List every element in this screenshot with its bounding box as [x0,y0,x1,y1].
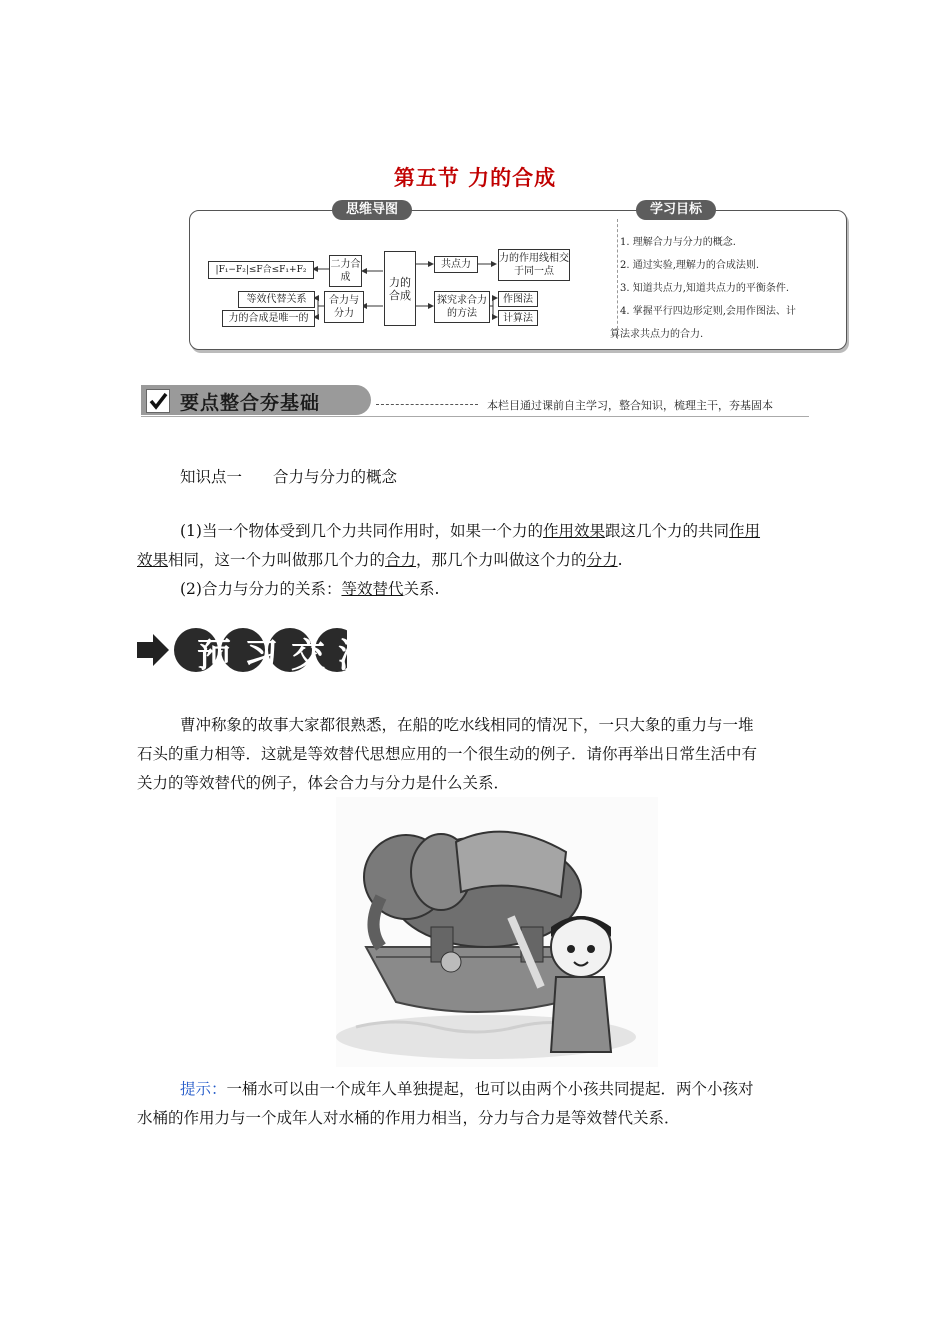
mindmap-two-force: 二力合成 [329,255,362,287]
text: (1)当一个物体受到几个力共同作用时，如果一个力的 [180,522,543,540]
goal-item: 2. 通过实验,理解力的合成法则. [620,260,760,271]
mindmap-range-formula: |F₁−F₂|≤F合≤F₁+F₂ [208,261,314,279]
checkmark-icon [146,389,170,413]
hint-label: 提示： [180,1080,227,1098]
goal-item: 3. 知道共点力,知道共点力的平衡条件. [620,283,790,294]
mindmap-tab: 思维导图 [332,200,412,220]
blank-answer: 分力 [586,551,618,569]
knowledge-paragraph-2 [180,574,439,604]
page-title: 第五节 力的合成 [393,166,557,190]
preview-line-2: 石头的重力相等．这就是等效替代思想应用的一个很生动的例子．请你再举出日常生活中有 [137,745,758,763]
mindmap-method: 探究求合力的方法 [434,291,490,323]
blank-answer: 作用效果 [542,522,605,540]
hint-line-1 [180,1074,754,1104]
banner-dashes [376,404,478,405]
preview-line-1: 曹冲称象的故事大家都很熟悉，在船的吃水线相同的情况下，一只大象的重力与一堆 [180,716,754,734]
blank-answer: 等效替代 [341,580,404,598]
hint-line-2: 水桶的作用力与一个成年人对水桶的作用力相当，分力与合力是等效替代关系． [137,1109,680,1127]
goal-item: 1. 理解合力与分力的概念. [620,237,736,248]
summary-panel [189,202,847,350]
preview-line-3: 关力的等效替代的例子，体会合力与分力是什么关系． [137,774,510,792]
preview-heading: 预习交流 [197,636,385,676]
section-heading: 要点整合夯基础 [180,392,321,414]
text: 跟这几个力的共同 [604,522,729,540]
learning-goals [610,231,835,346]
blank-answer: 合力 [385,551,417,569]
mindmap-concurrent-definition: 力的作用线相交于同一点 [498,249,570,281]
goal-item: 算法求共点力的合力. [610,329,704,340]
blank-answer: 作用 [729,522,761,540]
goal-item: 4. 掌握平行四边形定则,会用作图法、计 [620,306,796,317]
goals-tab: 学习目标 [636,200,716,220]
mindmap-resultant-unique: 力的合成是唯一的 [222,310,315,327]
text: 关系. [403,580,440,598]
elephant-boat-illustration [336,797,658,1067]
banner-rule [141,416,809,417]
knowledge-heading: 知识点一 合力与分力的概念 [180,468,398,486]
mindmap-center: 力的合成 [384,251,416,326]
arrow-icon [137,634,169,666]
text: 一桶水可以由一个成年人单独提起，也可以由两个小孩共同提起．两个小孩对 [226,1080,754,1098]
mindmap-resultant-component: 合力与分力 [324,291,364,323]
text: . [617,551,623,569]
knowledge-paragraph-1-line-1 [180,516,760,546]
text: (2)合力与分力的关系： [180,580,342,598]
text: 相同，这一个力叫做那几个力的 [168,551,386,569]
mindmap-concurrent: 共点力 [434,256,478,273]
mindmap-calc-method: 计算法 [498,310,538,326]
text: ，那几个力叫做这个力的 [416,551,587,569]
section-note: 本栏目通过课前自主学习，整合知识，梳理主干，夯基固本 [487,399,773,412]
mindmap-equivalent: 等效代替关系 [238,291,315,308]
knowledge-paragraph-1-line-2 [137,545,623,575]
mindmap-graph-method: 作图法 [498,291,538,307]
blank-answer: 效果 [137,551,169,569]
